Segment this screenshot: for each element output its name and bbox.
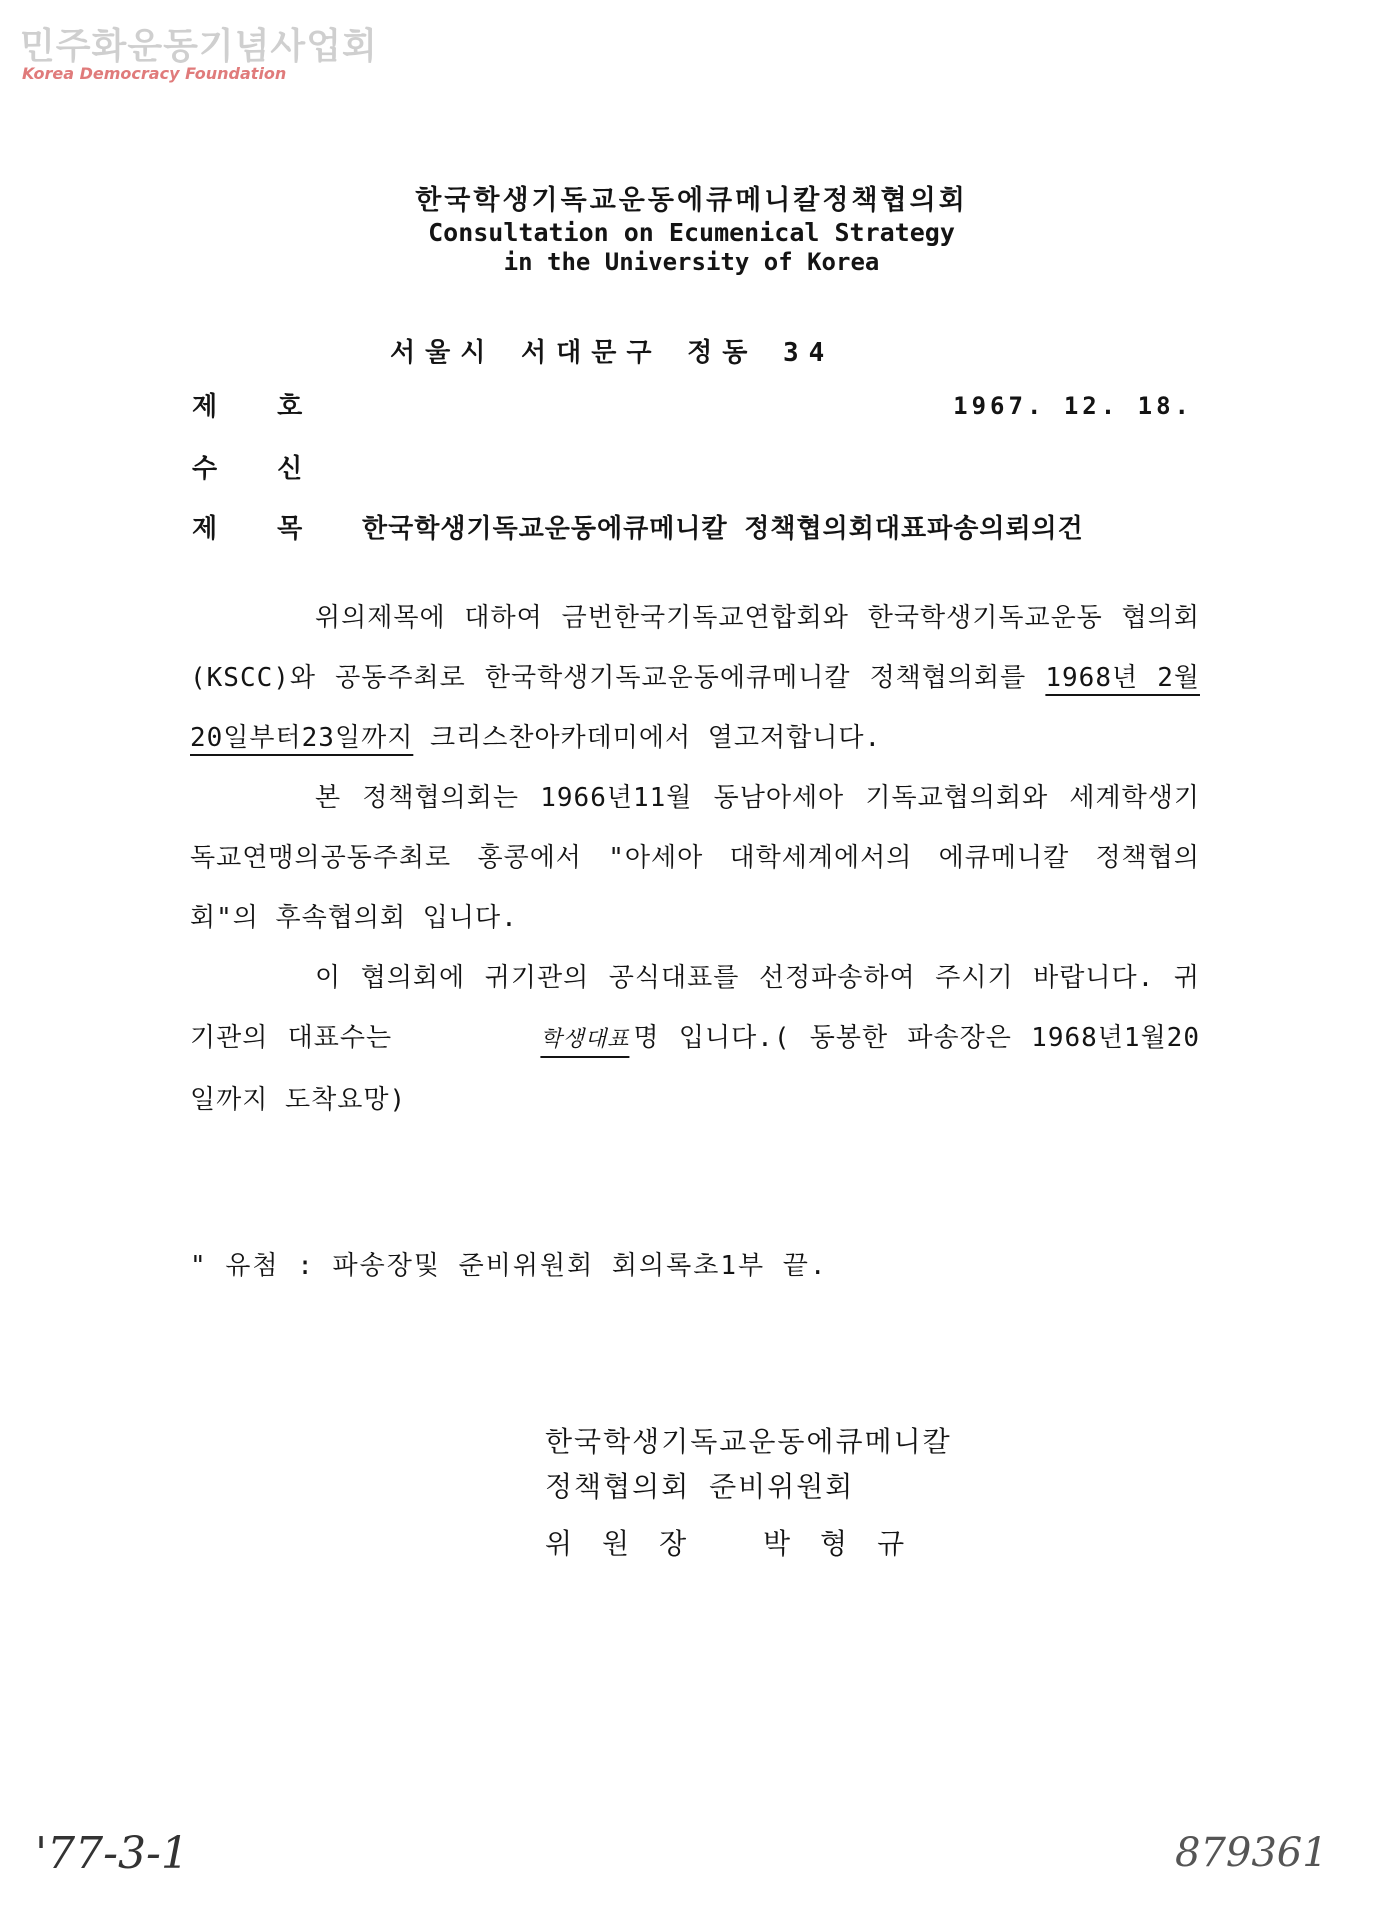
signature-org-line2: 정책협의회 준비위원회 bbox=[545, 1470, 855, 1503]
paragraph-2: 본 정책협의회는 1966년11월 동남아세아 기독교협의회와 세계학생기독교연맹의공동주최로 홍콩에서 "아세아 대학세계에서의 에큐메니칼 정책협의회"의 후속협의회 입니다. bbox=[190, 783, 1200, 933]
recipient-label: 수신 bbox=[192, 454, 363, 484]
handwritten-archive-number-right: 879361 bbox=[1175, 1830, 1328, 1876]
watermark-korean: 민주화운동기념사업회 bbox=[20, 26, 378, 67]
subject-text: 한국학생기독교운동에큐메니칼 정책협의회대표파송의뢰의건 bbox=[362, 514, 1084, 544]
header-korean-title: 한국학생기독교운동에큐메니칼정책협의회 bbox=[415, 185, 968, 216]
paragraph-3-end: 명 입니다.( 동봉한 파송장은 1968년1월20 일까지 도착요망) bbox=[190, 1023, 1200, 1115]
address: 서울시 서대문구 정동 34 bbox=[390, 338, 835, 368]
number-label: 제호 bbox=[192, 392, 363, 422]
paragraph-1-start: 위의제목에 대하여 금번한국기독교연합회와 한국학생기독교운동 협의회(KSCC)와 공동주최로 한국학생기독교운동에큐메니칼 정책협의회를 bbox=[190, 603, 1200, 693]
paragraph-1-end: 크리스찬아카데미에서 열고저합니다. bbox=[413, 723, 882, 753]
paragraph-1-dates-underlined: 1968년 2월 20일부터23일까지 bbox=[190, 663, 1200, 753]
document-date: 1967. 12. 18. bbox=[953, 392, 1193, 420]
header-english-line2: in the University of Korea bbox=[503, 248, 880, 276]
letter-body bbox=[190, 588, 1200, 1130]
attachment-note: " 유첨 : 파송장및 준비위원회 회의록초1부 끝. bbox=[190, 1251, 828, 1281]
handwritten-archive-number-left: '77-3-1 bbox=[35, 1828, 189, 1879]
paragraph-1 bbox=[190, 588, 1200, 768]
watermark-english: Korea Democracy Foundation bbox=[22, 64, 287, 83]
subject-label: 제목 bbox=[192, 514, 363, 544]
signature-org-line1: 한국학생기독교운동에큐메니칼 bbox=[545, 1425, 952, 1458]
paragraph-3-start: 이 협의회에 귀기관의 공식대표를 선정파송하여 주시기 바랍니다. 귀 기관의 대표수는 bbox=[190, 963, 1200, 1053]
signature-chairman: 위원장 박형규 bbox=[545, 1527, 935, 1560]
paragraph-3 bbox=[190, 948, 1200, 1130]
header-english-line1: Consultation on Ecumenical Strategy bbox=[428, 218, 955, 247]
handwritten-delegate-count: 학생대표 bbox=[540, 1027, 630, 1052]
